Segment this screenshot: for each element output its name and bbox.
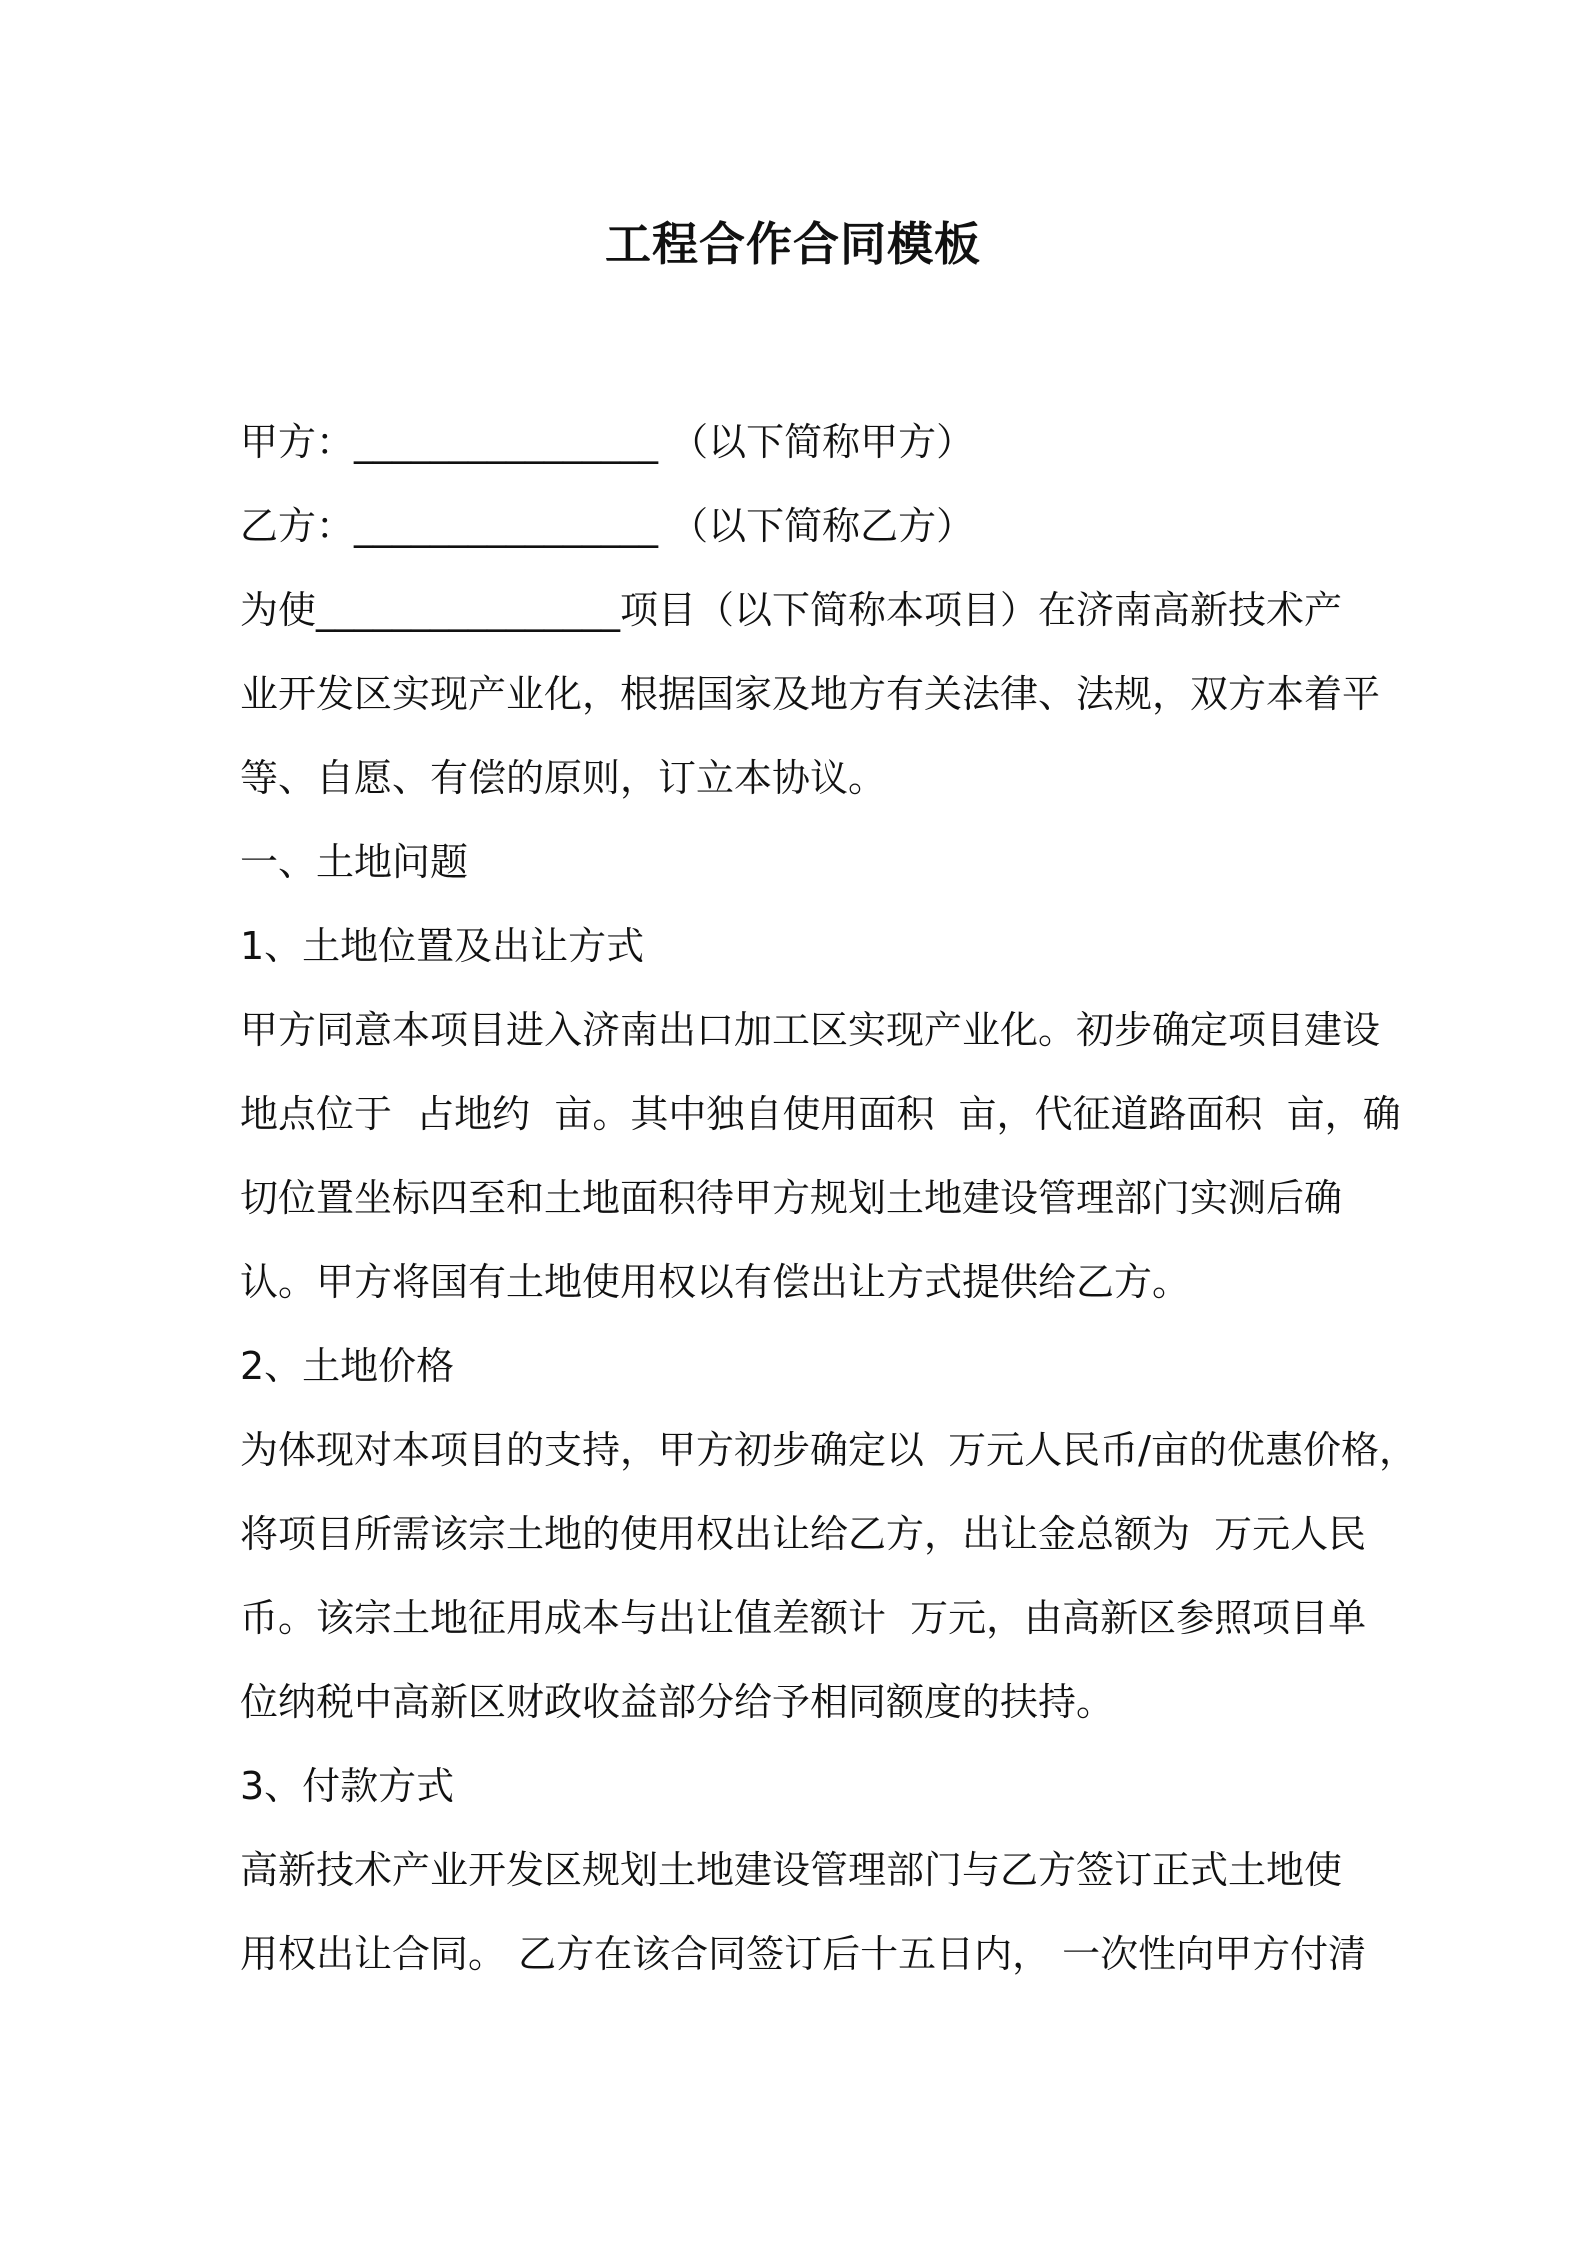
preamble-line: 业开发区实现产业化，根据国家及地方有关法律、法规，双方本着平 — [240, 672, 1381, 716]
document-body — [240, 400, 1417, 1996]
paragraph-line: 用权出让合同。 乙方在该合同签订后十五日内， 一次性向甲方付清 — [240, 1932, 1367, 1976]
section-heading: 一、土地问题 — [240, 840, 469, 884]
paragraph-line: 币。该宗土地征用成本与出让值差额计 万元，由高新区参照项目单 — [240, 1596, 1367, 1640]
preamble-line: 为使________________项目（以下简称本项目）在济南高新技术产 — [240, 588, 1343, 632]
paragraph-line: 将项目所需该宗土地的使用权出让给乙方，出让金总额为 万元人民 — [240, 1512, 1367, 1556]
preamble-line: 等、自愿、有偿的原则，订立本协议。 — [240, 756, 887, 800]
paragraph-line: 甲方同意本项目进入济南出口加工区实现产业化。初步确定项目建设 — [240, 1008, 1381, 1052]
subsection-heading: 3、付款方式 — [240, 1764, 455, 1808]
document-title: 工程合作合同模板 — [605, 217, 981, 271]
paragraph-line: 切位置坐标四至和土地面积待甲方规划土地建设管理部门实测后确 — [240, 1176, 1343, 1220]
paragraph-line: 认。甲方将国有土地使用权以有偿出让方式提供给乙方。 — [240, 1260, 1191, 1304]
paragraph-line: 地点位于 占地约 亩。其中独自使用面积 亩，代征道路面积 亩，确 — [240, 1092, 1401, 1136]
paragraph-line: 高新技术产业开发区规划土地建设管理部门与乙方签订正式土地使 — [240, 1848, 1343, 1892]
paragraph-line: 位纳税中高新区财政收益部分给予相同额度的扶持。 — [240, 1680, 1115, 1724]
party-b-line: 乙方：________________ （以下简称乙方） — [240, 504, 975, 548]
party-a-line: 甲方：________________ （以下简称甲方） — [240, 420, 975, 464]
subsection-heading: 1、土地位置及出让方式 — [240, 924, 645, 968]
paragraph-line: 为体现对本项目的支持，甲方初步确定以 万元人民币/亩的优惠价格， — [240, 1428, 1417, 1472]
subsection-heading: 2、土地价格 — [240, 1344, 455, 1388]
